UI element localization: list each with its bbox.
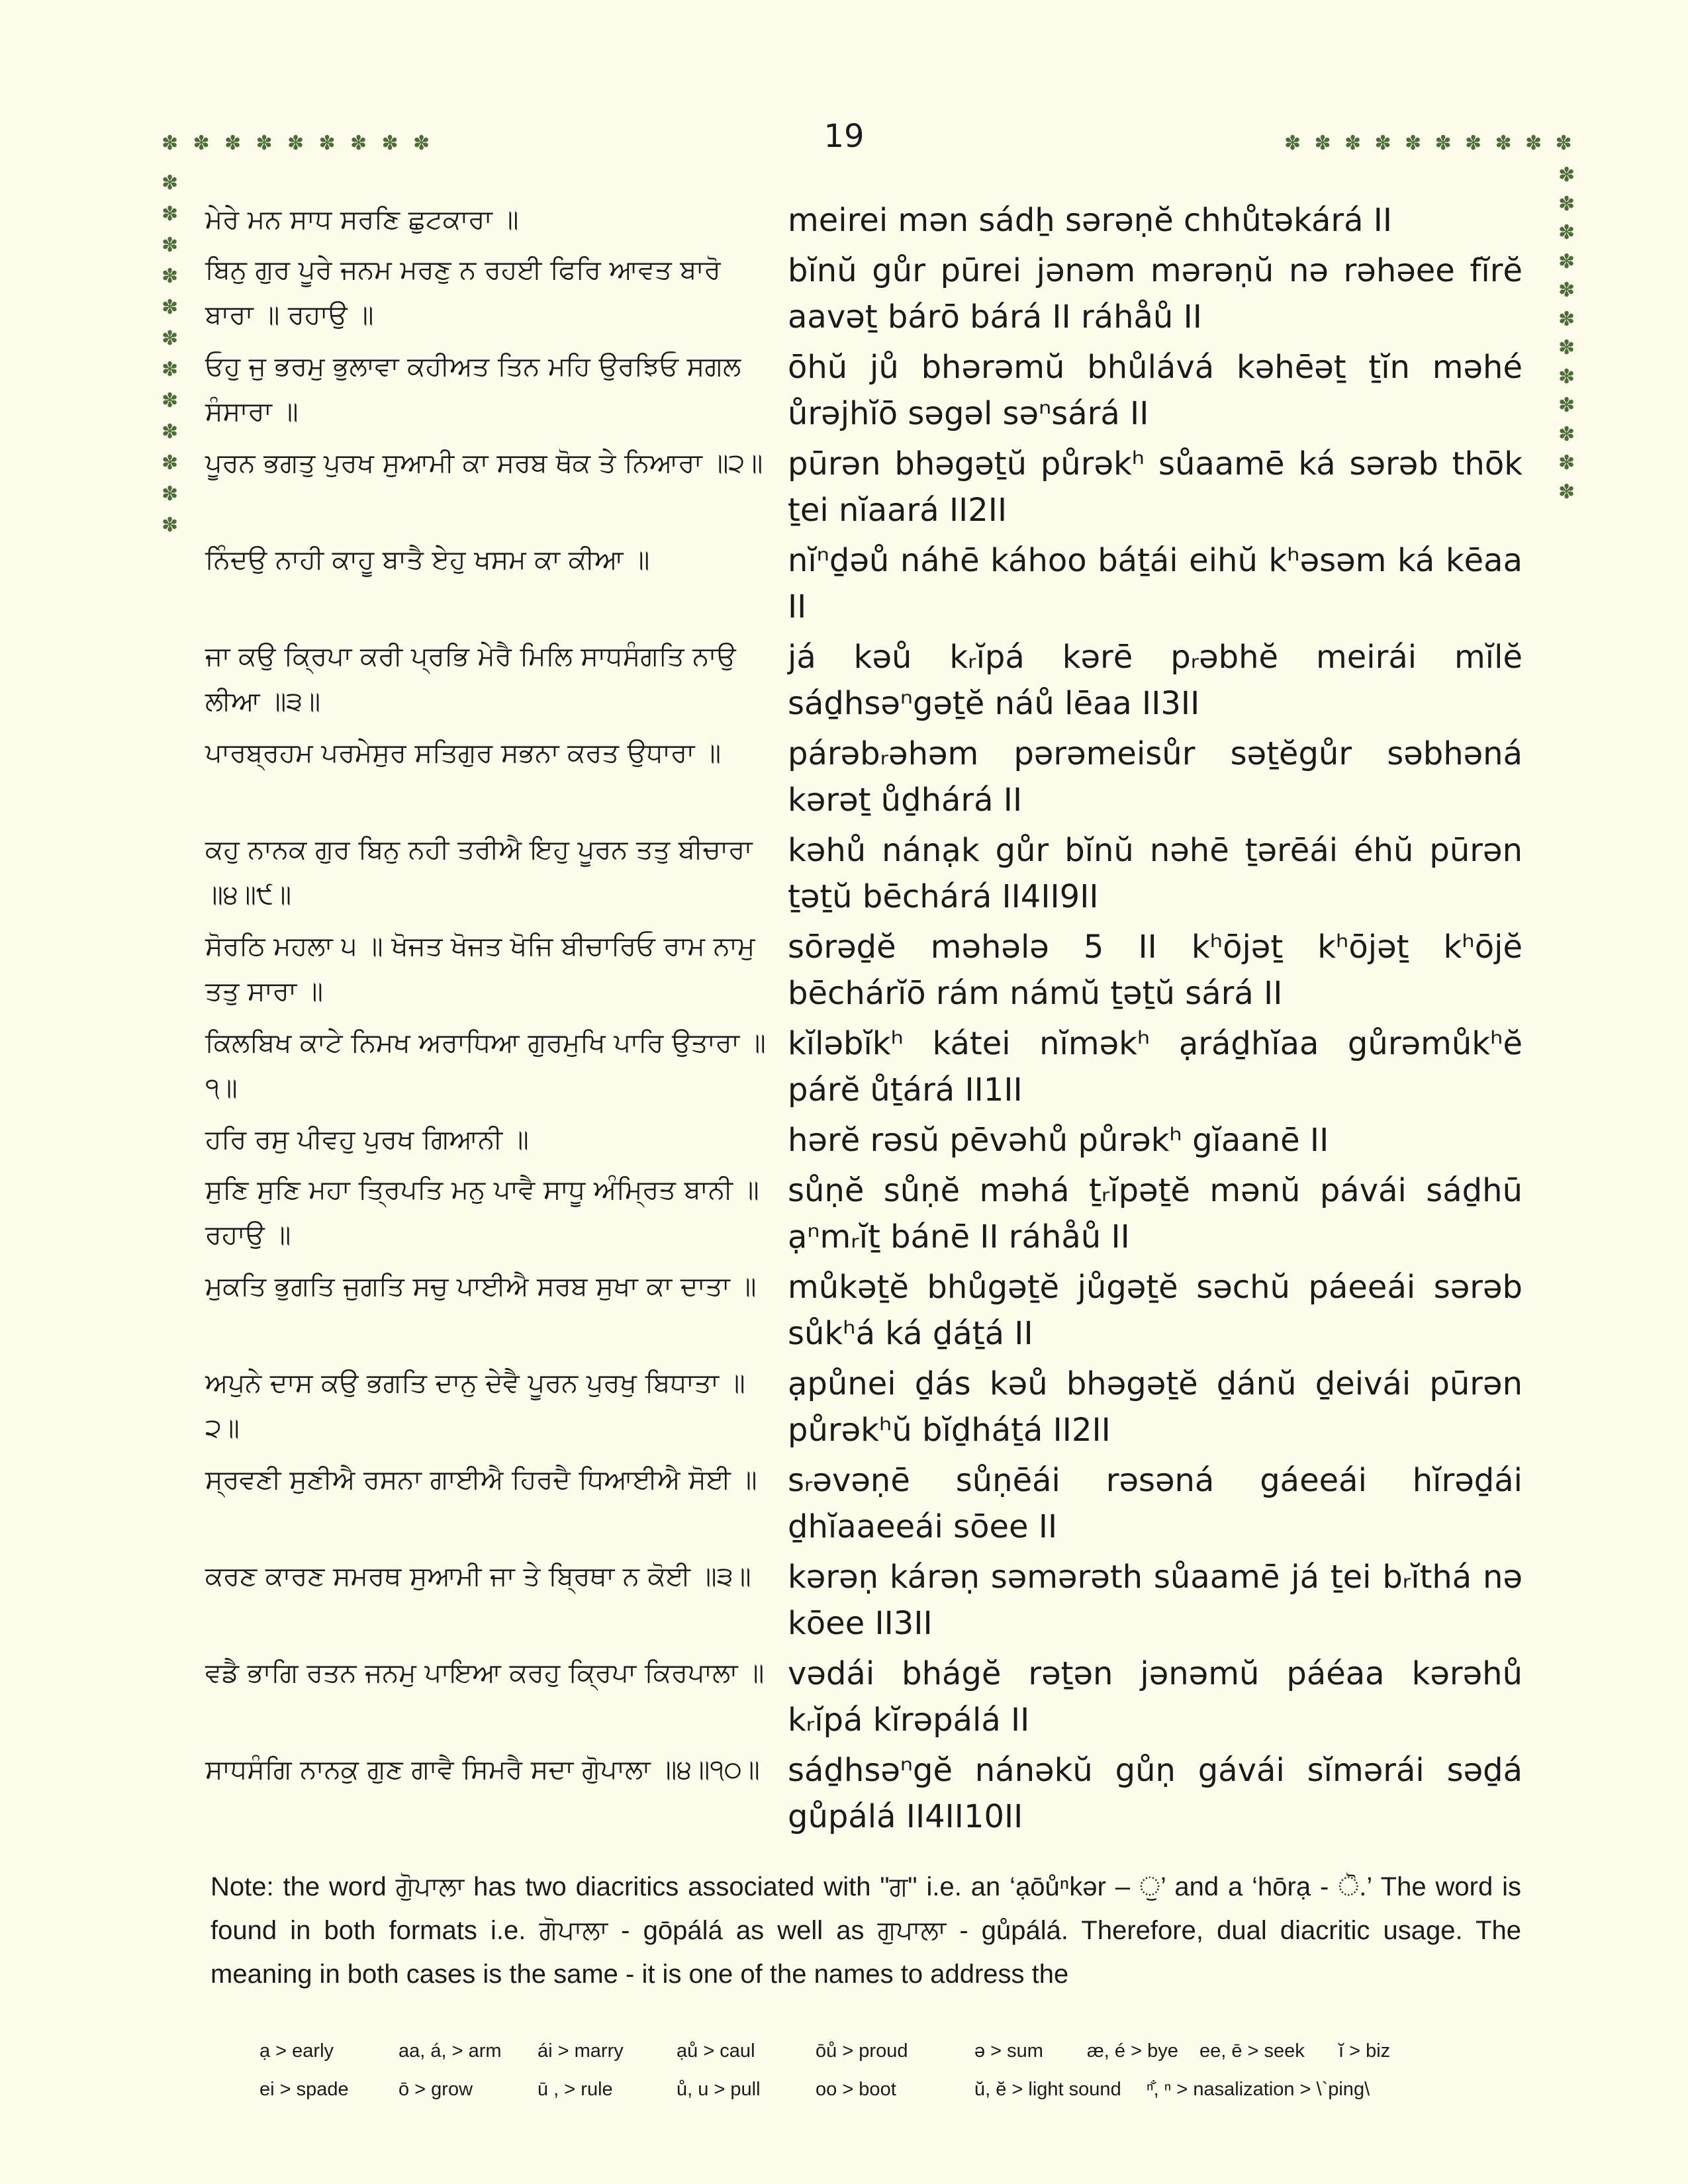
verse-row xyxy=(205,1747,1523,1840)
verse-transliteration: sᵣəvəṇē sůṇēái rəsəná gáeeái hĭrəḏái ḏhĭaaeeái sōee II xyxy=(788,1462,1523,1545)
legend-item: ōů > proud xyxy=(816,2040,908,2062)
verse-transliteration: sōrəḏĕ məhələ 5 II kʰōjəṯ kʰōjəṯ kʰōjĕ bēchárĭō rám námŭ ṯəṯŭ sárá II xyxy=(788,929,1523,1012)
verse-transliteration: kəhů nánạk gůr bĭnŭ nəhē ṯərēái éhŭ pūrən ṯəṯŭ bēchárá II4II9II xyxy=(788,832,1523,915)
legend-item: ĭ > biz xyxy=(1338,2040,1391,2062)
verse-transliteration: sáḏhsəⁿgĕ nánəkŭ gůṇ gávái sĭmərái səḏá gůpálá II4II10II xyxy=(788,1752,1523,1835)
verse-transliteration: ạpůnei ḏás kəů bhəgəṯĕ ḏánŭ ḏeivái pūrən půrəkʰŭ bĭḏháṯá II2II xyxy=(788,1365,1523,1449)
flower-ornament-icon: ✽ xyxy=(1558,422,1575,446)
verse-row xyxy=(205,634,1523,727)
flower-ornament-icon: ✽ xyxy=(318,132,336,155)
verse-row xyxy=(205,1457,1523,1550)
flower-ornament-icon: ✽ xyxy=(1558,480,1575,504)
verse-row xyxy=(205,731,1523,823)
flower-ornament-icon: ✽ xyxy=(162,327,179,350)
verse-transliteration: vədái bhágĕ rəṯən jənəmŭ páéaa kərəhů kᵣĭpá kĭrəpálá II xyxy=(788,1655,1523,1739)
verse-transliteration: kərəṇ kárəṇ səmərəth sůaamē já ṯei bᵣĭthá nə kōee II3II xyxy=(788,1559,1523,1642)
flower-ornament-icon: ✽ xyxy=(1558,221,1575,244)
verse-transliteration: kĭləbĭkʰ kátei nĭməkʰ ạráḏhĭaa gůrəmůkʰĕ párĕ ůṯárá II1II xyxy=(788,1025,1523,1109)
flower-ornament-icon: ✽ xyxy=(162,234,179,257)
legend-row xyxy=(259,2070,1517,2109)
verse-row xyxy=(205,248,1523,340)
legend-item: ạ > early xyxy=(259,2040,334,2062)
verse-gurmukhi: ਜਾ ਕਉ ਕ੍ਰਿਪਾ ਕਰੀ ਪ੍ਰਭਿ ਮੇਰੈ ਮਿਲਿ ਸਾਧਸੰਗਤਿ ਨਾਉ ਲੀਆ ॥੩॥ xyxy=(205,641,736,717)
verse-transliteration: párəbᵣəhəm pərəmeisůr səṯĕgůr səbhəná kərəṯ ůḏhárá II xyxy=(788,735,1523,819)
verse-gurmukhi: ਸੁਣਿ ਸੁਣਿ ਮਹਾ ਤ੍ਰਿਪਤਿ ਮਨੁ ਪਾਵੈ ਸਾਧੂ ਅੰਮ੍ਰਿਤ ਬਾਨੀ ॥ ਰਹਾਉ ॥ xyxy=(205,1175,759,1250)
flower-ornament-icon: ✽ xyxy=(1558,365,1575,388)
flower-ornament-icon: ✽ xyxy=(1558,336,1575,359)
legend-item: ū , > rule xyxy=(538,2078,613,2100)
verse-transliteration: nĭⁿḏəů náhē káhoo báṯái eihŭ kʰəsəm ká kēaa II xyxy=(788,542,1523,625)
legend-item: ee, ē > seek xyxy=(1199,2040,1305,2062)
verse-gurmukhi: ਬਿਨੁ ਗੁਰ ਪੂਰੇ ਜਨਮ ਮਰਣੁ ਨ ਰਹਈ ਫਿਰਿ ਆਵਤ ਬਾਰੋ ਬਾਰਾ ॥ ਰਹਾਉ ॥ xyxy=(205,255,721,330)
verse-row xyxy=(205,1554,1523,1647)
verse-row xyxy=(205,924,1523,1017)
flower-ornament-icon: ✽ xyxy=(1525,132,1542,155)
flower-ornament-icon: ✽ xyxy=(1284,132,1301,155)
flower-ornament-icon: ✽ xyxy=(256,132,273,155)
verse-transliteration: meirei mən sádẖ sərəṇĕ chhůtəkárá II xyxy=(788,202,1393,239)
verse-gurmukhi: ਮੁਕਤਿ ਭੁਗਤਿ ਜੁਗਤਿ ਸਚੁ ਪਾਈਐ ਸਰਬ ਸੁਖਾ ਕਾ ਦਾਤਾ ॥ xyxy=(205,1271,757,1302)
verse-gurmukhi: ਕਹੁ ਨਾਨਕ ਗੁਰ ਬਿਨੁ ਨਹੀ ਤਰੀਐ ਇਹੁ ਪੂਰਨ ਤਤੁ ਬੀਚਾਰਾ ॥੪॥੯॥ xyxy=(205,835,753,910)
flower-ornament-icon: ✽ xyxy=(1374,132,1391,155)
flower-ornament-icon: ✽ xyxy=(287,132,305,155)
flower-ornament-icon: ✽ xyxy=(193,132,210,155)
legend-item: ạů > caul xyxy=(677,2040,755,2062)
verse-transliteration: hərĕ rəsŭ pēvəhů půrəkʰ gĭaanē II xyxy=(788,1122,1329,1159)
flower-ornament-icon: ✽ xyxy=(1558,451,1575,475)
flower-ornament-icon: ✽ xyxy=(1344,132,1362,155)
verse-gurmukhi: ਵਡੈ ਭਾਗਿ ਰਤਨ ਜਨਮੁ ਪਾਇਆ ਕਰਹੁ ਕ੍ਰਿਪਾ ਕਿਰਪਾਲਾ ॥ xyxy=(205,1658,765,1688)
legend-item: ei > spade xyxy=(259,2078,349,2100)
verse-gurmukhi: ਕਰਣ ਕਾਰਣ ਸਮਰਥ ਸੁਆਮੀ ਜਾ ਤੇ ਬ੍ਰਿਥਾ ਨ ਕੋਈ ॥੩॥ xyxy=(205,1561,751,1592)
legend-item: æ, é > bye xyxy=(1087,2040,1178,2062)
verse-gurmukhi: ਨਿੰਦਉ ਨਾਹੀ ਕਾਹੂ ਬਾਤੈ ਏਹੁ ਖਸਮ ਕਾ ਕੀਆ ॥ xyxy=(205,545,650,575)
verse-row xyxy=(205,1117,1523,1163)
verse-row xyxy=(205,197,1523,244)
legend-item: aa, á, > arm xyxy=(399,2040,502,2062)
flower-ornament-icon: ✽ xyxy=(162,420,179,443)
flower-ornament-icon: ✽ xyxy=(162,132,179,155)
flower-ornament-icon: ✽ xyxy=(1558,394,1575,417)
flower-ornament-icon: ✽ xyxy=(1558,163,1575,187)
flower-ornament-icon: ✽ xyxy=(162,265,179,288)
flower-ornament-icon: ✽ xyxy=(1555,132,1572,155)
verse-row xyxy=(205,344,1523,437)
legend-item: ŭ, ĕ > light sound xyxy=(974,2078,1121,2100)
legend-item: ⁿ̐, ⁿ > nasalization > \`ping\ xyxy=(1147,2078,1370,2100)
flower-ornament-icon: ✽ xyxy=(224,132,242,155)
flower-ornament-icon: ✽ xyxy=(1558,250,1575,273)
verse-row xyxy=(205,537,1523,630)
verse-gurmukhi: ਓਹੁ ਜੁ ਭਰਮੁ ਭੁਲਾਵਾ ਕਹੀਅਤ ਤਿਨ ਮਹਿ ਉਰਝਿਓ ਸਗਲ ਸੰਸਾਰਾ ॥ xyxy=(205,351,741,427)
flower-ornament-icon: ✽ xyxy=(162,514,179,537)
verse-transliteration: já kəů kᵣĭpá kərē pᵣəbhĕ meirái mĭlĕ sáḏhsəⁿgəṯĕ náů lēaa II3II xyxy=(788,639,1523,722)
verse-gurmukhi: ਹਰਿ ਰਸੁ ਪੀਵਹੁ ਪੁਰਖ ਗਿਆਨੀ ॥ xyxy=(205,1124,529,1155)
verse-gurmukhi: ਅਪੁਨੇ ਦਾਸ ਕਉ ਭਗਤਿ ਦਾਨੁ ਦੇਵੈ ਪੂਰਨ ਪੁਰਖੁ ਬਿਧਾਤਾ ॥੨॥ xyxy=(205,1368,745,1443)
flower-ornament-icon: ✽ xyxy=(1558,279,1575,302)
verse-table xyxy=(205,197,1523,1844)
legend-item: ái > marry xyxy=(538,2040,624,2062)
flower-ornament-icon: ✽ xyxy=(1465,132,1482,155)
page-number: 19 xyxy=(823,118,865,155)
flower-ornament-icon: ✽ xyxy=(1314,132,1331,155)
flower-ornament-icon: ✽ xyxy=(1434,132,1452,155)
legend-item: oo > boot xyxy=(816,2078,896,2100)
flower-ornament-icon: ✽ xyxy=(162,389,179,412)
legend-item: ů, u > pull xyxy=(677,2078,761,2100)
flower-ornament-icon: ✽ xyxy=(162,451,179,475)
legend-row xyxy=(259,2032,1517,2070)
flower-ornament-icon: ✽ xyxy=(381,132,399,155)
verse-row xyxy=(205,1167,1523,1260)
flower-ornament-icon: ✽ xyxy=(162,296,179,319)
flower-ornament-icon: ✽ xyxy=(1558,192,1575,216)
flower-ornament-icon: ✽ xyxy=(162,358,179,381)
verse-gurmukhi: ਸਾਧਸੰਗਿ ਨਾਨਕੁ ਗੁਣ ਗਾਵੈ ਸਿਮਰੈ ਸਦਾ ਗੋੁਪਾਲਾ ॥੪॥੧੦॥ xyxy=(205,1754,760,1785)
flower-ornament-icon: ✽ xyxy=(413,132,430,155)
verse-gurmukhi: ਸੋਰਠਿ ਮਹਲਾ ੫ ॥ ਖੋਜਤ ਖੋਜਤ ਖੋਜਿ ਬੀਚਾਰਿਓ ਰਾਮ ਨਾਮੁ ਤਤੁ ਸਾਰਾ ॥ xyxy=(205,931,755,1007)
verse-gurmukhi: ਸ੍ਰਵਣੀ ਸੁਣੀਐ ਰਸਨਾ ਗਾਈਐ ਹਿਰਦੈ ਧਿਆਈਐ ਸੋਈ ॥ xyxy=(205,1465,757,1495)
legend-item: ō > grow xyxy=(399,2078,473,2100)
verse-transliteration: pūrən bhəgəṯŭ půrəkʰ sůaamē ká sərəb thōk ṯei nĭaará II2II xyxy=(788,445,1523,529)
flower-ornament-icon: ✽ xyxy=(162,482,179,506)
note-paragraph: Note: the word ਗੋੁਪਾਲਾ has two diacritics associated with "ਗ" i.e. an ‘ạōůⁿkər – ੁ’ and a ‘hōrạ - ੋ.’ The word is found in both formats i.e. ਗੋਪਾਲਾ - gōpálá as well as ਗੁਪਾਲਾ - gůpálá. Therefore, dual diacritic usage. The meaning in both cases is the same - it is one of the names to address the xyxy=(211,1872,1521,1989)
flower-ornament-icon: ✽ xyxy=(1495,132,1512,155)
flower-ornament-icon: ✽ xyxy=(350,132,367,155)
verse-row xyxy=(205,441,1523,533)
verse-gurmukhi: ਮੇਰੇ ਮਨ ਸਾਧ ਸਰਣਿ ਛੁਟਕਾਰਾ ॥ xyxy=(205,205,519,235)
flower-ornament-icon: ✽ xyxy=(162,171,179,195)
flower-ornament-icon: ✽ xyxy=(162,203,179,226)
verse-transliteration: sůṇĕ sůṇĕ məhá ṯᵣĭpəṯĕ mənŭ pávái sáḏhū ạⁿmᵣĭṯ bánē II ráhåů II xyxy=(788,1172,1523,1255)
verse-gurmukhi: ਪਾਰਬ੍ਰਹਮ ਪਰਮੇਸੁਰ ਸਤਿਗੁਰ ਸਭਨਾ ਕਰਤ ਉਧਾਰਾ ॥ xyxy=(205,738,722,768)
verse-row xyxy=(205,1264,1523,1357)
verse-gurmukhi: ਪੂਰਨ ਭਗਤੁ ਪੁਰਖ ਸੁਆਮੀ ਕਾ ਸਰਬ ਥੋਕ ਤੇ ਨਿਆਰਾ ॥੨॥ xyxy=(205,448,763,478)
flower-ornament-icon: ✽ xyxy=(1405,132,1422,155)
flower-ornament-icon: ✽ xyxy=(1558,307,1575,331)
legend-item: ə > sum xyxy=(974,2040,1043,2062)
verse-row xyxy=(205,1361,1523,1453)
verse-row xyxy=(205,1021,1523,1113)
verse-transliteration: ōhŭ jů bhərəmŭ bhůlává kəhēəṯ ṯĭn məhé ůrəjhĭō səgəl səⁿsárá II xyxy=(788,349,1523,432)
verse-gurmukhi: ਕਿਲਬਿਖ ਕਾਟੇ ਨਿਮਖ ਅਰਾਧਿਆ ਗੁਰਮੁਖਿ ਪਾਰਿ ਉਤਾਰਾ ॥੧॥ xyxy=(205,1028,766,1103)
verse-transliteration: bĭnŭ gůr pūrei jənəm mərəṇŭ nə rəhəee fĭrĕ aavəṯ bárō bárá II ráhåů II xyxy=(788,252,1523,336)
verse-transliteration: můkəṯĕ bhůgəṯĕ jůgəṯĕ səchŭ páeeái sərəb sůkʰá ká ḏáṯá II xyxy=(788,1269,1523,1352)
verse-row xyxy=(205,827,1523,920)
pronunciation-legend xyxy=(259,2032,1517,2109)
verse-row xyxy=(205,1651,1523,1743)
